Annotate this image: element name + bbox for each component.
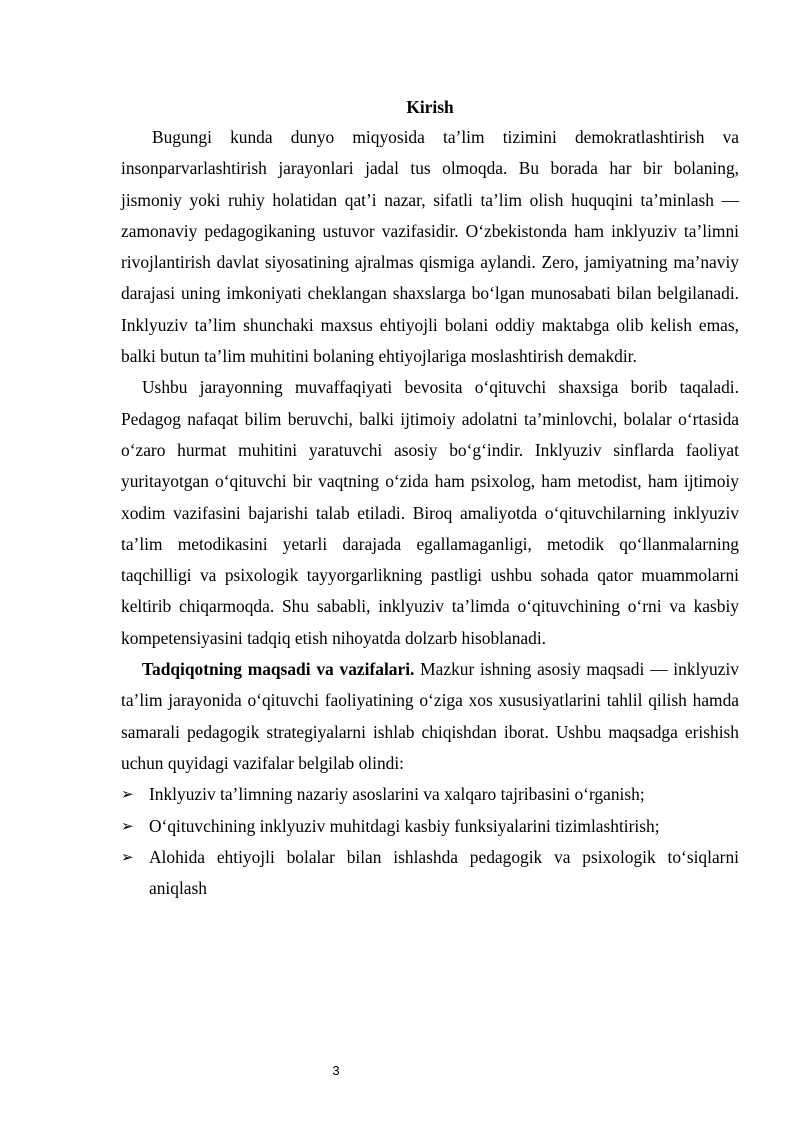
list-item <box>121 811 739 842</box>
task-text: Alohida ehtiyojli bolalar bilan ishlashda pedagogik va psixologik to‘siqlarni aniqlash <box>149 846 739 899</box>
page-content <box>121 93 739 904</box>
arrowhead-bullet-icon: ➢ <box>121 785 134 804</box>
task-text: Inklyuziv ta’limning nazariy asoslarini va xalqaro tajribasini o‘rganish; <box>149 784 645 805</box>
arrowhead-bullet-icon: ➢ <box>121 847 134 866</box>
task-text: O‘qituvchining inklyuziv muhitdagi kasbiy funksiyalarini tizimlashtirish; <box>149 815 660 836</box>
intro-paragraph: Bugungi kunda dunyo miqyosida ta’lim tizimini demokratlashtirish va insonparvarlashtirish jarayonlari jadal tus olmoqda. Bu borada har bir bolaning, jismoniy yoki ruhiy holatidan qat’i nazar, sifatli ta’lim olish huquqini ta’minlash — zamonaviy pedagogikaning ustuvor vazifasidir. O‘zbekistonda ham inklyuziv ta’limni rivojlantirish davlat siyosatining ajralmas qismiga aylandi. Zero, jamiyatning ma’naviy darajasi uning imkoniyati cheklangan shaxslarga bo‘lgan munosabati bilan belgilanadi. Inklyuziv ta’lim shunchaki maxsus ehtiyojli bolani oddiy maktabga olib kelish emas, balki butun ta’lim muhitini bolaning ehtiyojlariga moslashtirish demakdir. <box>121 127 739 367</box>
arrowhead-bullet-icon: ➢ <box>121 816 134 835</box>
task-list <box>121 779 739 904</box>
goals-paragraph <box>121 654 739 779</box>
list-item <box>121 842 739 905</box>
goals-text: Mazkur ishning asosiy maqsadi — inklyuziv ta’lim jarayonida o‘qituvchi faoliyatining o‘ziga xos xususiyatlarini tahlil qilish hamda samarali pedagogik strategiyalarni ishlab chiqishdan iborat. Ushbu maqsadga erishish uchun quyidagi vazifalar belgilab olindi: <box>121 659 739 773</box>
teacher-role-paragraph: Ushbu jarayonning muvaffaqiyati bevosita o‘qituvchi shaxsiga borib taqaladi. Pedagog nafaqat bilim beruvchi, balki ijtimoiy adolatni ta’minlovchi, bolalar o‘rtasida o‘zaro hurmat muhitini yaratuvchi asosiy bo‘g‘indir. Inklyuziv sinflarda faoliyat yuritayotgan o‘qituvchi bir vaqtning o‘zida ham psixolog, ham metodist, ham ijtimoiy xodim vazifasini bajarishi talab etiladi. Biroq amaliyotda o‘qituvchilarning inklyuziv ta’lim metodikasini yetarli darajada egallamaganligi, metodik qo‘llanmalarning taqchilligi va psixologik tayyorgarlikning pastligi ushbu sohada qator muammolarni keltirib chiqarmoqda. Shu sababli, inklyuziv ta’limda o‘qituvchining o‘rni va kasbiy kompetensiyasini tadqiq etish nihoyatda dolzarb hisoblanadi. <box>121 377 739 648</box>
goals-heading: Tadqiqotning maqsadi va vazifalari. <box>142 659 415 680</box>
section-title: Kirish <box>406 97 454 117</box>
page-number: 3 <box>332 1063 340 1078</box>
list-item <box>121 779 739 810</box>
